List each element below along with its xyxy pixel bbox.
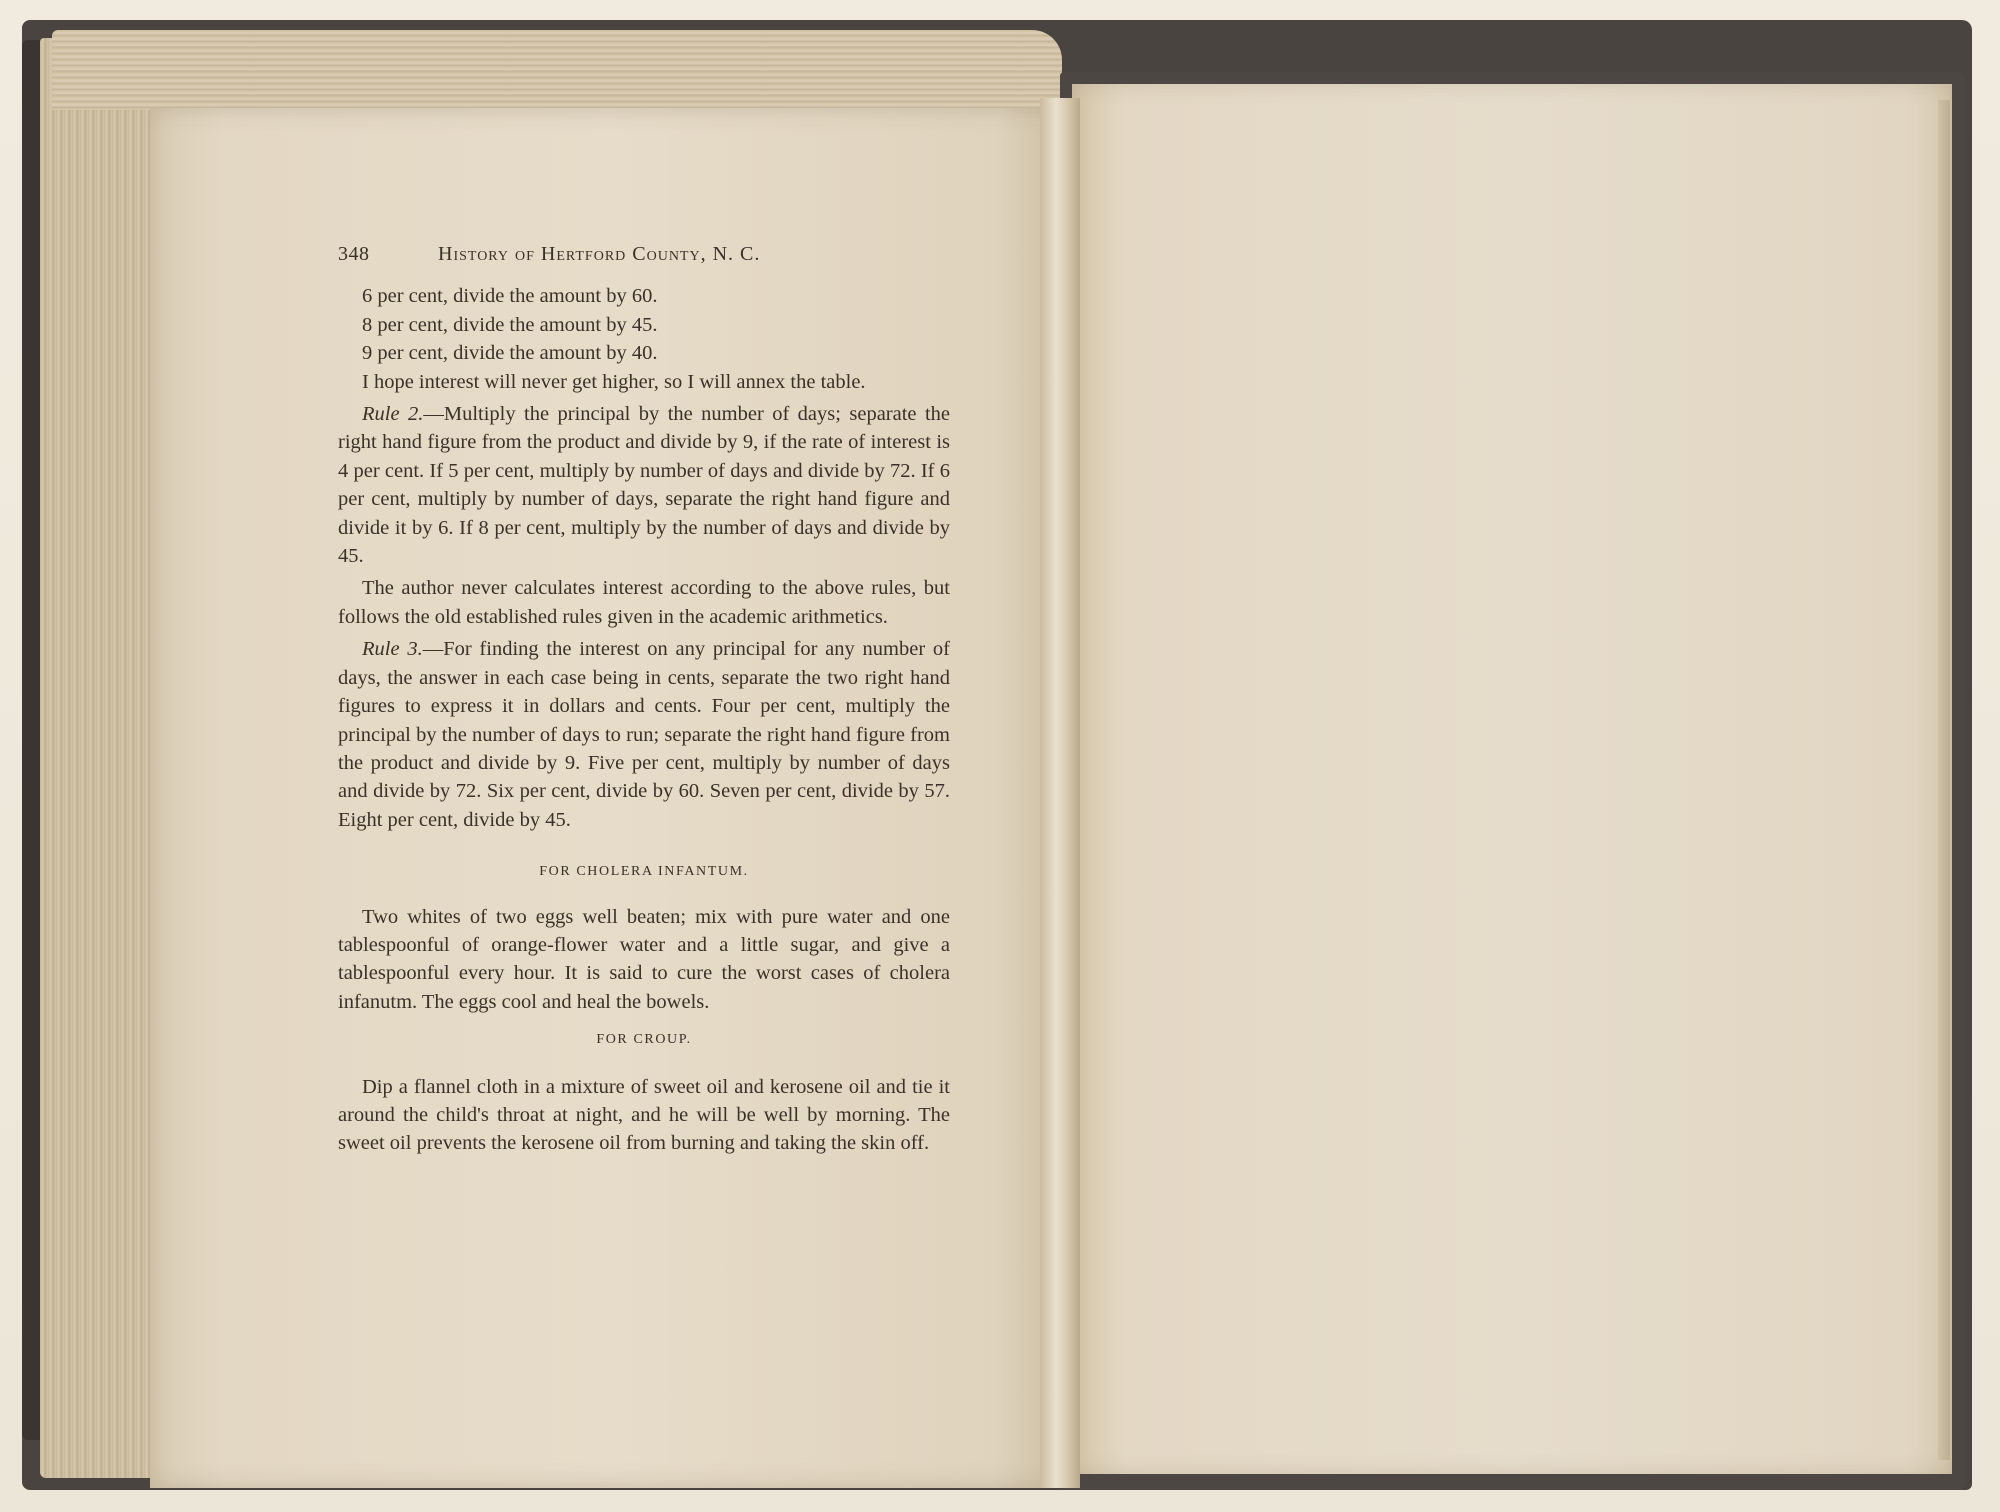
interest-line-8: 8 per cent, divide the amount by 45. <box>362 313 658 336</box>
right-page-blank <box>1072 84 1952 1474</box>
page-number: 348 <box>338 243 370 265</box>
rule-2-text: —Multiply the principal by the number of days; separate the right hand figure from the product and divide by 9, if the rate of interest is 4 per cent. If 5 per cent, multiply by number of days and divide by 72. If 6 per cent, multiply by number of days, separate the right hand figure and divide it by 6. If 8 per cent, multiply by the number of days and divide by 45. <box>338 403 950 568</box>
cholera-paragraph: Two whites of two eggs well beaten; mix with pure water and one tablespoonful of orange-flower water and a little sugar, and give a tablespoonful every hour. It is said to cure the worst cases of cholera infanutm. The eggs cool and heal the bowels. <box>338 905 950 1013</box>
page-stack-edge <box>40 38 160 1478</box>
croup-paragraph: Dip a flannel cloth in a mixture of sweet oil and kerosene oil and tie it around the child's throat at night, and he will be well by morning. The sweet oil prevents the kerosene oil from burning and taking the skin off. <box>338 1075 950 1155</box>
rule-3-text: —For finding the interest on any principal for any number of days, the answer in each case being in cents, separate the two right hand figures to express it in dollars and cents. Four per cent, multiply the principal by the number of days to run; separate the right hand figure from the product and divide by 9. Five per cent, multiply by number of days and divide by 72. Six per cent, divide by 60. Seven per cent, divide by 57. Eight per cent, divide by 45. <box>338 638 950 831</box>
book-gutter <box>1040 98 1080 1488</box>
rule-3-paragraph <box>338 635 950 834</box>
right-page-edge <box>1938 100 1950 1460</box>
rule-2-label: Rule 2. <box>362 403 424 426</box>
page-text-block <box>338 240 950 1158</box>
author-note-paragraph: The author never calculates interest according to the above rules, but follows the old established rules given in the academic arithmetics. <box>338 577 950 628</box>
running-title: History of Hertford County, N. C. <box>438 243 761 265</box>
running-head <box>338 240 950 268</box>
croup-heading: FOR CROUP. <box>596 1032 692 1048</box>
rule-2-paragraph <box>338 400 950 570</box>
annex-paragraph: I hope interest will never get higher, so I will annex the table. <box>362 370 866 393</box>
interest-line-9: 9 per cent, divide the amount by 40. <box>362 342 658 365</box>
rule-3-label: Rule 3. <box>362 638 423 661</box>
page-stack-top <box>52 30 1062 110</box>
cholera-heading: FOR CHOLERA INFANTUM. <box>539 864 749 880</box>
interest-line-6: 6 per cent, divide the amount by 60. <box>362 285 658 308</box>
